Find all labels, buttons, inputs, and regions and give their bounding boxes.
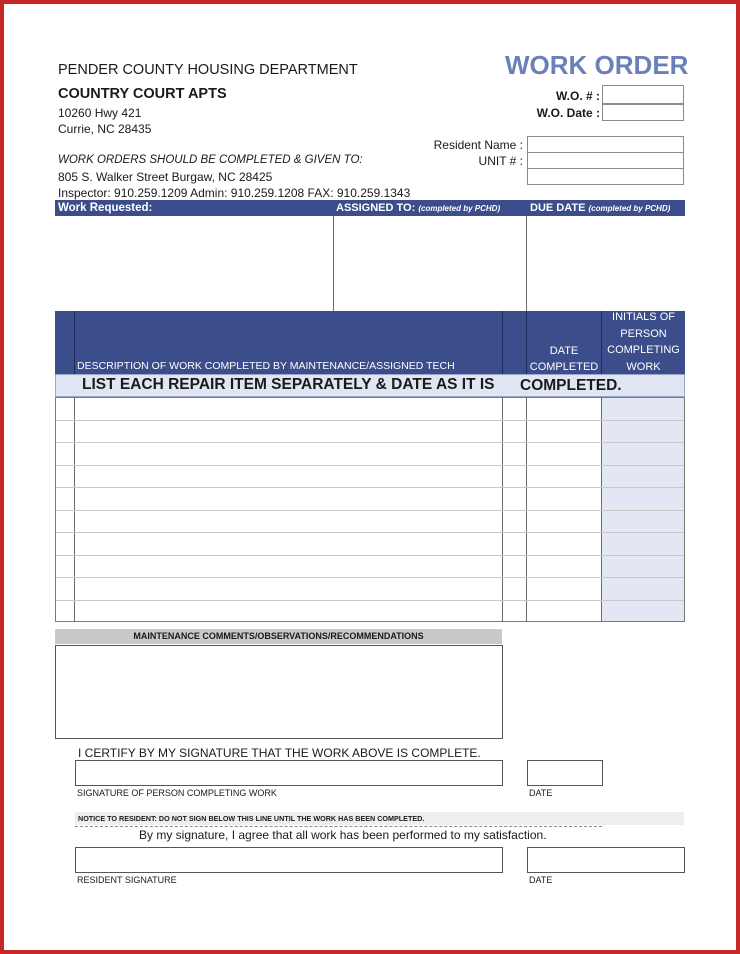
- comments-field[interactable]: [55, 645, 503, 739]
- document-title: WORK ORDER: [505, 50, 689, 80]
- assigned-to-field[interactable]: [334, 216, 526, 311]
- resident-date-field[interactable]: [527, 847, 685, 873]
- table-row[interactable]: [75, 511, 502, 533]
- th-divider-2: [502, 311, 503, 374]
- address-line-2: Currie, NC 28435: [58, 122, 152, 136]
- notice-dashed-line: [75, 826, 602, 827]
- comments-header: MAINTENANCE COMMENTS/OBSERVATIONS/RECOMMENDATIONS: [133, 631, 424, 641]
- work-requested-field[interactable]: [55, 216, 333, 311]
- tech-date-field[interactable]: [527, 760, 603, 786]
- certify-text: I CERTIFY BY MY SIGNATURE THAT THE WORK ABOVE IS COMPLETE.: [78, 746, 481, 760]
- table-row[interactable]: [75, 488, 502, 510]
- assigned-to-label: ASSIGNED TO: (completed by PCHD): [336, 202, 501, 214]
- department-name: PENDER COUNTY HOUSING DEPARTMENT: [58, 62, 358, 78]
- date-completed-header: DATE COMPLETED: [529, 345, 599, 373]
- resident-name-label: Resident Name :: [433, 138, 523, 152]
- tech-signature-label: SIGNATURE OF PERSON COMPLETING WORK: [77, 788, 277, 798]
- address-line-1: 10260 Hwy 421: [58, 106, 142, 120]
- banner-text-right: COMPLETED.: [520, 377, 622, 394]
- notice-text: NOTICE TO RESIDENT: DO NOT SIGN BELOW THIS LINE UNTIL THE WORK HAS BEEN COMPLETED.: [78, 814, 425, 823]
- table-row[interactable]: [75, 533, 502, 555]
- due-date-label: DUE DATE (completed by PCHD): [530, 202, 671, 214]
- table-row[interactable]: [75, 398, 502, 420]
- banner-text-left: LIST EACH REPAIR ITEM SEPARATELY & DATE AS IT IS: [82, 376, 495, 393]
- work-requested-label: Work Requested:: [58, 202, 153, 214]
- wo-number-field[interactable]: [602, 85, 684, 104]
- description-header: DESCRIPTION OF WORK COMPLETED BY MAINTENANCE/ASSIGNED TECH: [77, 360, 455, 372]
- wo-number-label: W.O. # :: [555, 89, 600, 103]
- office-address: 805 S. Walker Street Burgaw, NC 28425: [58, 170, 273, 184]
- resident-signature-field[interactable]: [75, 847, 503, 873]
- tech-signature-field[interactable]: [75, 760, 503, 786]
- property-name: COUNTRY COURT APTS: [58, 86, 227, 102]
- agreement-text: By my signature, I agree that all work has been performed to my satisfaction.: [139, 828, 547, 842]
- wo-date-field[interactable]: [602, 104, 684, 121]
- unit-label: UNIT # :: [478, 154, 523, 168]
- contact-line: Inspector: 910.259.1209 Admin: 910.259.1208 FAX: 910.259.1343: [58, 186, 411, 200]
- table-row[interactable]: [75, 466, 502, 488]
- table-row[interactable]: [75, 421, 502, 443]
- resident-name-field[interactable]: [527, 136, 684, 153]
- extra-field[interactable]: [527, 168, 684, 185]
- table-row[interactable]: [75, 601, 502, 623]
- resident-date-label: DATE: [529, 875, 553, 885]
- table-row[interactable]: [75, 556, 502, 578]
- th-divider-1: [74, 311, 75, 374]
- instructions-text: WORK ORDERS SHOULD BE COMPLETED & GIVEN TO:: [58, 154, 363, 166]
- unit-field[interactable]: [527, 152, 684, 169]
- table-row[interactable]: [75, 443, 502, 465]
- resident-signature-label: RESIDENT SIGNATURE: [77, 875, 177, 885]
- due-date-field[interactable]: [527, 216, 685, 311]
- initials-header: INITIALS OF PERSON COMPLETING WORK: [607, 311, 680, 373]
- tech-date-label: DATE: [529, 788, 553, 798]
- wo-date-label: W.O. Date :: [536, 106, 600, 120]
- table-row[interactable]: [75, 578, 502, 600]
